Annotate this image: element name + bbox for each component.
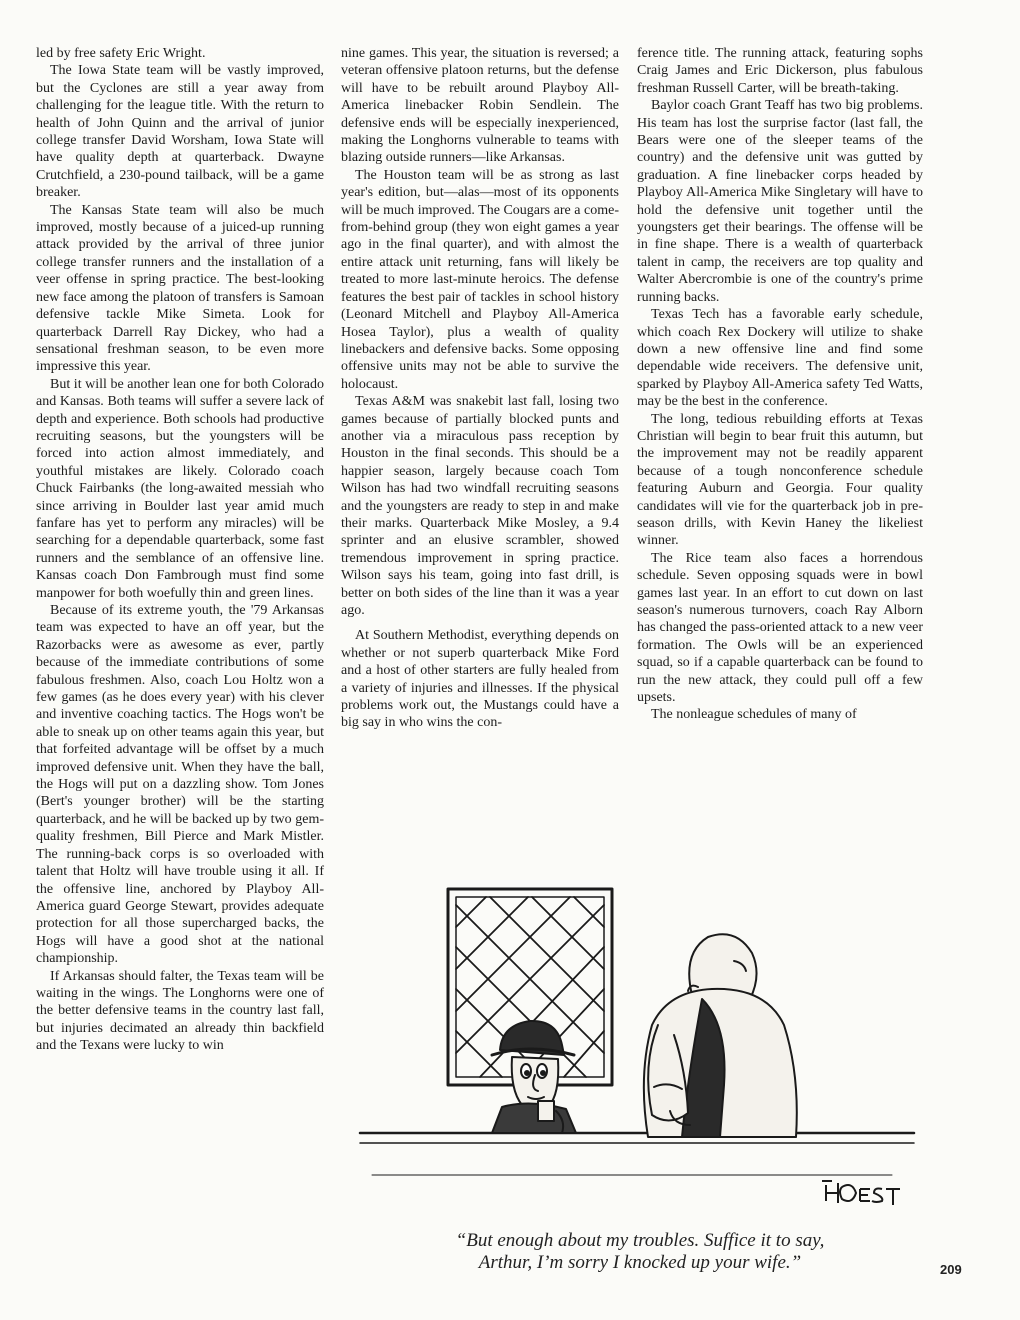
- window-frame: [448, 889, 612, 1085]
- article-column-3: [637, 45, 923, 724]
- caption-line-1: “But enough about my troubles. Suffice it to say,: [455, 1230, 825, 1251]
- paragraph: Baylor coach Grant Teaff has two big problems. His team has lost the surprise factor (last fall, the Bears were one of the sleeper teams of the country) and the defensive unit was gutted by graduation. A fine linebacker corps headed by Playboy All-America Mike Singletary will have to hold the defensive unit together until the youngsters get their bearings. The offense will be in fine shape. There is a wealth of quarterback talent in camp, the receivers are top quality and Walter Abercrombie is one of the country's prime running backs.: [637, 98, 923, 305]
- cartoon-illustration: [352, 875, 924, 1220]
- paragraph: The Iowa State team will be vastly improved, but the Cyclones are still a year away from challenging for the league title. With the return to health of John Quinn and the arrival of junior college transfer David Worsham, Iowa State will have quality depth at quarterback. Dwayne Crutchfield, a 230-pound tailback, will be a game breaker.: [36, 63, 324, 201]
- page-number: 209: [940, 1262, 962, 1277]
- paragraph: But it will be another lean one for both Colorado and Kansas. Both teams will suffer a severe lack of depth and experience. Both schools had productive recruiting seasons, but the youngsters will be forced into action almost immediately, and youthful mistakes are likely. Colorado coach Chuck Fairbanks (the long-awaited messiah who since arriving in Boulder last year amid much fanfare has yet to perform any miracles) will be searching for a dependable quarterback, some fast runners and the semblance of an offensive line. Kansas coach Don Fambrough must find some manpower for both woefully thin and green lines.: [36, 376, 324, 601]
- paragraph: The Houston team will be as strong as last year's edition, but—alas—most of its opponents will be much improved. The Cougars are a come-from-behind group (they won eight games a year ago in the final quarter), and with almost the entire attack unit returning, fans will likely be treated to more last-minute heroics. The defense features the best pair of tackles in school history (Leonard Mitchell and Playboy All-America Hosea Taylor), plus a wealth of quality linebackers and defensive backs. Some opposing offensive units may not be able to survive the holocaust.: [341, 167, 619, 392]
- paragraph: ference title. The running attack, featuring sophs Craig James and Eric Dickerson, plus fabulous freshman Russell Carter, will be breath-taking.: [637, 46, 923, 96]
- paragraph: The nonleague schedules of many of: [651, 707, 857, 723]
- article-column-2: [341, 45, 619, 732]
- paragraph: Texas Tech has a favorable early schedule, which coach Rex Dockery will utilize to shake down a new offensive line and find some dependable wide receivers. The defensive unit, sparked by Playboy All-America safety Ted Watts, may be the best in the conference.: [637, 307, 923, 410]
- artist-signature: [822, 1181, 900, 1205]
- paragraph: The long, tedious rebuilding efforts at Texas Christian will begin to bear fruit this autumn, but the improvement may not be readily apparent because of a tough nonconference schedule featuring Auburn and Georgia. Four quality candidates will vie for the quarterback job in pre-season drills, with Kevin Haney the likeliest winner.: [637, 411, 923, 549]
- paragraph: The Rice team also faces a horrendous schedule. Seven opposing squads were in bowl games last year. In an effort to cut down on last season's numerous turnovers, coach Ray Alborn has changed the pass-oriented attack to a new veer formation. The Owls will be an experienced squad, so if a capable quarterback can be found to run the new attack, they could pull off a few upsets.: [637, 550, 923, 706]
- cartoon-caption: [360, 1230, 920, 1274]
- paragraph: led by free safety Eric Wright.: [36, 46, 206, 61]
- paragraph: Texas A&M was snakebit last fall, losing two games because of partially blocked punts and another via a miraculous pass reception by Houston in the final seconds. This should be a happier season, largely because coach Tom Wilson has had two windfall recruiting seasons and the youngsters are ready to step in and make their marks. Quarterback Mike Mosley, a 9.4 sprinter and an elusive scrambler, showed tremendous improvement in spring practice. Wilson says his team, going into fast drill, is better on both sides of the line than it was a year ago.: [341, 394, 619, 618]
- paragraph: The Kansas State team will also be much improved, mostly because of a juiced-up running attack provided by the arrival of three junior college transfer runners and the installation of a veer offense in spring practice. The best-looking new face among the platoon of transfers is Samoan defensive tackle Mike Simeta. Look for quarterback Darrell Ray Dickey, who had a sensational freshman season, to be even more impressive this year.: [36, 202, 324, 375]
- paragraph: Because of its extreme youth, the '79 Arkansas team was expected to have an off year, but the Razorbacks were as awesome as ever, partly because of the immediate contributions of some fabulous freshmen. Also, coach Lou Holtz won a few games (as he does every year) with his clever and inventive coaching tactics. The Hogs won't be able to sneak up on other teams again this year, but that forfeited advantage will be offset by a much improved defensive unit. When they have the ball, the Hogs will put on a dazzling show. Tom Jones (Bert's younger brother) will be the starting quarterback, and he will be backed up by two gem-quality freshmen, Bill Pierce and Mark Mistler. The running-back corps is so overloaded with talent that Holtz will have trouble using it all. If the offensive line, anchored by Playboy All-America guard George Stewart, provides adequate protection for all those supercharged backs, the Hogs will have a good shot at the national championship.: [36, 603, 324, 967]
- caption-line-2: Arthur, I’m sorry I knocked up your wife.”: [478, 1252, 802, 1273]
- bald-man: [644, 934, 797, 1137]
- paragraph: If Arkansas should falter, the Texas team will be waiting in the wings. The Longhorns were one of the better defensive teams in the country last fall, but injuries decimated an already thin backfield and the Texans were lucky to win: [36, 968, 324, 1054]
- paragraph: nine games. This year, the situation is reversed; a veteran offensive platoon returns, but the defense will have to be rebuilt around Playboy All-America linebacker Robin Sendlein. The defensive ends will be especially inexperienced, making the Longhorns vulnerable to teams with blazing outside runners—like Arkansas.: [341, 46, 619, 166]
- article-column-1: [36, 45, 324, 1055]
- paragraph: At Southern Methodist, everything depends on whether or not superb quarterback Mike Ford and a host of other starters are fully healed from a variety of injuries and illnesses. If the physical problems work out, the Mustangs could have a big say in who wins the con-: [341, 628, 619, 731]
